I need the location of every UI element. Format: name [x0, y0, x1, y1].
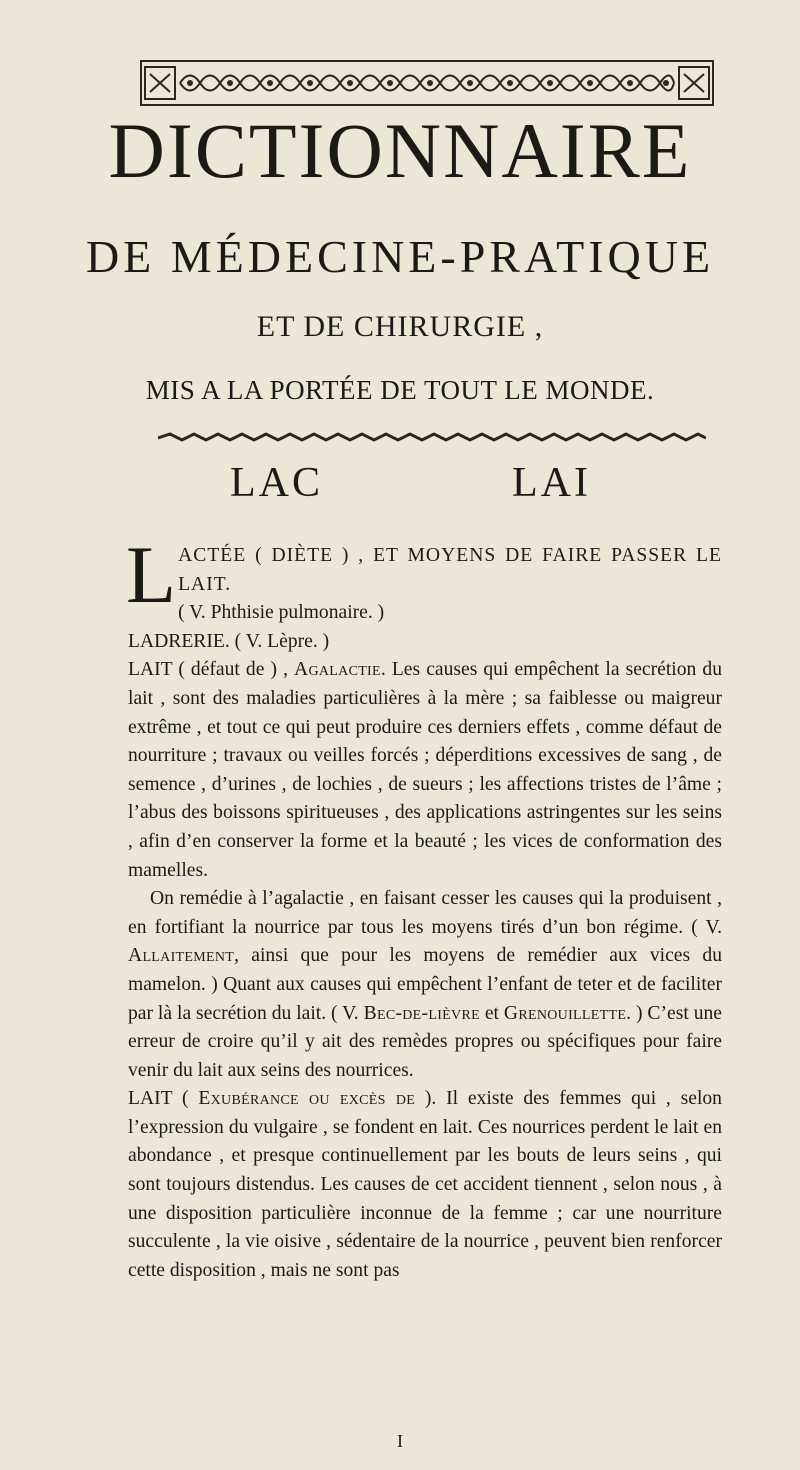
entry-lait-defaut — [128, 656, 722, 885]
cross-ref-allaitement: Allaitement — [128, 945, 235, 967]
running-head-right: LAI — [512, 460, 591, 506]
signature-mark: I — [397, 1431, 403, 1451]
entry-lait-exuberance-heading: LAIT ( — [128, 1088, 199, 1110]
book-subtitle-chirurgie: ET DE CHIRURGIE , — [256, 310, 544, 343]
cross-ref-grenouillette: Grenouillette — [503, 1002, 627, 1024]
remedies-text-b: , ainsi que pour les moyens de remédier aux vices du mamelon. ) Quant aux causes qui empêchent l’enfant de teter et de faciliter par là la secrétion du lait. ( V. — [128, 945, 722, 1024]
entry-lait-exuberance-body: ). Il existe des femmes qui , selon l’expression du vulgaire , se fondent en lait. Ces nourrices perdent le lait en abondance , et presque continuellement par les bouts de leurs seins , qui sont toujours distendus. Les causes de cet accident tiennent , selon nous , à une disposition particulière inconnue de la femme ; car une nourriture succulente , la vie oisive , sédentaire de la nourrice , peuvent bien renforcer cette disposition , mais ne sont pas — [128, 1088, 722, 1281]
remedies-text-a: On remédie à l’agalactie , en faisant cesser les causes qui la produisent , en fortifiant la nourrice par tous les moyens tirés d’un bon régime. ( V. — [128, 888, 722, 938]
entry-lait-defaut-term: Agalactie — [294, 659, 381, 681]
dictionary-text — [126, 529, 723, 1285]
book-subtitle-portee: MIS A LA PORTÉE DE TOUT LE MONDE. — [145, 375, 655, 405]
book-title: DICTIONNAIRE — [108, 107, 692, 194]
entry-lait-defaut-heading: LAIT ( défaut de ) , — [128, 659, 295, 681]
running-head-left: LAC — [230, 460, 323, 506]
entry-lait-exuberance-term: Exubérance ou excès de — [198, 1088, 416, 1110]
entry-lait-defaut-remedies — [128, 885, 722, 1085]
cross-ref-bec-de-lievre: Bec-de-lièvre — [363, 1002, 480, 1024]
ornamental-header-band — [140, 60, 714, 106]
remedies-text-c: et — [479, 1002, 504, 1024]
remedies-text-d: . ) C’est une erreur de croire qu’il y ait des remèdes propres ou spécifiques pour faire venir du lait aux seins des nourrices. — [128, 1002, 723, 1081]
drop-capital: L — [126, 529, 177, 620]
book-subtitle-medecine: DE MÉDECINE-PRATIQUE — [85, 231, 715, 282]
ornament-pattern — [142, 62, 712, 104]
entry-lait-exuberance — [128, 1085, 722, 1285]
entry-lactee-heading: ACTÉE ( DIÈTE ) , ET MOYENS DE FAIRE PASSER LE LAIT. — [178, 545, 722, 595]
decorative-rule — [158, 432, 706, 444]
entry-ladrerie: LADRERIE. ( V. Lèpre. ) — [128, 630, 330, 652]
entry-lactee-reference: ( V. Phthisie pulmonaire. ) — [178, 602, 385, 624]
entry-lait-defaut-body: . Les causes qui empêchent la secrétion du lait , sont des maladies particulières à la mère ; sa faiblesse ou maigreur extrême , et tout ce qui peut produire ces derniers effets , comme défaut de nourriture ; travaux ou veilles forcés ; déperditions excessives de sang , de semence , d’urines , de lochies , de sueurs ; les affections tristes de l’âme ; l’abus des boissons spiritueuses , des applications astringentes sur les seins , afin d’en conserver la forme et la beauté ; les vices de conformation des mamelles. — [128, 659, 722, 881]
